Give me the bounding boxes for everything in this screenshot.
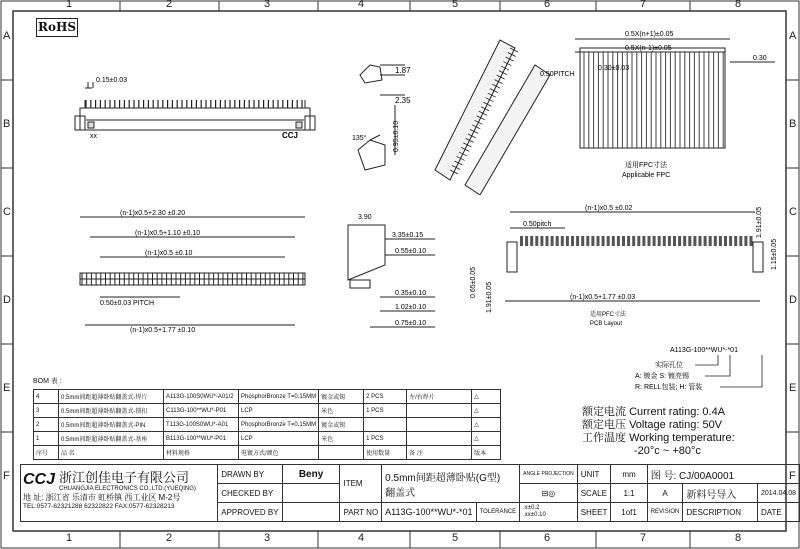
item-desc	[382, 465, 520, 503]
zone-row-d: D	[3, 294, 11, 306]
dim-095: 0.95±0.10	[393, 120, 400, 152]
marker-xx: xx	[90, 133, 97, 140]
bom-header-spec: 材料规格	[164, 446, 239, 460]
zone-row-d-right: D	[789, 294, 797, 306]
tolerance-1: .x±0.2	[523, 505, 540, 511]
company-tel: TEL:0577-62321288 62322822 FAX:0577-62328213	[23, 503, 175, 510]
zone-row-c: C	[3, 206, 11, 218]
side-dim-102: 1.02±0.10	[395, 304, 427, 311]
pcb-pad	[734, 236, 737, 246]
pcb-pad	[683, 236, 686, 246]
bom-cell-note	[407, 404, 472, 418]
scale-label: SCALE	[577, 484, 611, 503]
description-label: DESCRIPTION	[683, 503, 758, 522]
bom-cell-no: 1	[34, 432, 59, 446]
bom-cell-qty	[364, 418, 407, 432]
side-dim-075: 0.75±0.10	[395, 320, 427, 327]
pcb-pad	[571, 236, 574, 246]
pcb-pad	[627, 236, 630, 246]
company-en: CHUANGJIA ELECTRONICS CO.,LTD.(YUEQING)	[59, 486, 196, 492]
front-dim-a: (n-1)x0.5+2.30 ±0.20	[120, 210, 186, 217]
bom-row	[34, 390, 501, 404]
side-dim-335: 3.35±0.15	[392, 232, 424, 239]
pcb-pad	[648, 236, 651, 246]
revision-date: 2014.04.08	[757, 484, 799, 503]
checked-by-name	[282, 484, 340, 503]
pcb-pad	[525, 236, 528, 246]
bom-cell-no: 2	[34, 418, 59, 432]
zone-col-3-bottom: 3	[264, 532, 271, 544]
front-dim-pitch: 0.50±0.03 PITCH	[100, 300, 155, 307]
pcb-dim-pitch: 0.50pitch	[523, 221, 552, 228]
zone-col-5: 5	[452, 0, 459, 10]
tolerance-2: .xx±0.10	[523, 512, 546, 518]
side-dim-390: 3.90	[358, 214, 372, 221]
zone-row-e: E	[3, 382, 11, 394]
marker-ccj: CCJ	[282, 131, 299, 140]
tolerance-label: TOLERANCE	[476, 503, 520, 522]
bom-cell-qty: 1 PCS	[364, 432, 407, 446]
rating-temp-range: -20°c ~ +80°c	[634, 445, 701, 457]
bom-row	[34, 432, 501, 446]
pcb-pad	[739, 236, 742, 246]
pcb-dim-top: (n-1)x0.5 ±0.02	[585, 205, 633, 212]
bom-cell-name: 0.5mm间距超薄卧贴翻盖式-基座	[59, 432, 164, 446]
zone-col-8: 8	[735, 0, 742, 10]
pcb-pad	[653, 236, 656, 246]
bom-row	[34, 418, 501, 432]
fpc-label-cn: 适用FPC寸法	[625, 162, 667, 169]
iso-connector-view	[420, 20, 560, 195]
pcb-pad	[561, 236, 564, 246]
approved-by-label: APPROVED BY	[218, 503, 282, 522]
bom-cell-qty: 2 PCS	[364, 390, 407, 404]
pcb-pad	[673, 236, 676, 246]
pcb-pad	[642, 236, 645, 246]
angle-135: 135°	[352, 135, 367, 142]
sheet-label: SHEET	[577, 503, 611, 522]
zone-col-1-bottom: 1	[66, 532, 73, 544]
pcb-pad	[704, 236, 707, 246]
company-address: 地 址: 浙江省 乐清市 虹桥镇 西工业区 M-2号	[23, 493, 181, 502]
bom-rev-triangle-icon: △	[472, 390, 501, 404]
bom-rev-triangle-icon: △	[472, 432, 501, 446]
bom-cell-material: LCP	[239, 404, 319, 418]
dim-187: 1.87	[395, 66, 411, 75]
pcb-pad	[520, 236, 523, 246]
pcb-layout-drawing	[465, 198, 785, 338]
top-view-drawing	[60, 60, 320, 150]
zone-col-1: 1	[66, 0, 73, 10]
pcb-pad	[612, 236, 615, 246]
bom-cell-qty: 1 PCS	[364, 404, 407, 418]
legend-code: A113G-100**WU*-*01	[670, 347, 738, 354]
revision-label: REVISION	[647, 503, 683, 522]
zone-row-c-right: C	[789, 206, 797, 218]
pcb-pad	[597, 236, 600, 246]
pcb-pad	[750, 236, 753, 246]
bom-header-rev: 版本	[472, 446, 501, 460]
angle-projection: ANGLE PROJECTION	[520, 465, 578, 484]
front-dim-d: (n-1)x0.5+1.77 ±0.10	[130, 327, 196, 334]
bom-cell-finish: 米色	[319, 404, 364, 418]
pcb-label-en: PCB Layout	[590, 321, 623, 327]
bom-cell-name: 0.5mm间距超薄卧贴翻盖式-PIN	[59, 418, 164, 432]
bom-cell-note	[407, 432, 472, 446]
fpc-label-en: Applicable FPC	[622, 172, 671, 179]
pcb-pad	[576, 236, 579, 246]
rating-current-en: Current rating: 0.4A	[629, 406, 726, 418]
zone-col-5-bottom: 5	[452, 532, 459, 544]
dim-pitch-015: 0.15±0.03	[96, 77, 128, 84]
side-profile-small	[350, 55, 420, 195]
pcb-pad	[546, 236, 549, 246]
zone-row-f-right: F	[789, 470, 796, 482]
zone-col-2: 2	[166, 0, 173, 10]
new-part-desc: 新料号导入	[683, 484, 758, 503]
bom-table	[33, 389, 501, 460]
item-desc-2: 翻盖式	[385, 487, 416, 499]
bom-cell-name: 0.5mm间距超薄卧贴翻盖式-焊片	[59, 390, 164, 404]
zone-col-2-bottom: 2	[166, 532, 173, 544]
pcb-dim-191-right: 1.91±0.05	[756, 206, 763, 238]
revision-mark: A	[647, 484, 683, 503]
bom-rev-triangle-icon: △	[472, 404, 501, 418]
tolerance-values	[520, 503, 578, 522]
zone-row-e-right: E	[789, 382, 797, 394]
rating-block	[582, 406, 735, 458]
bom-cell-finish: 米色	[319, 432, 364, 446]
pcb-pad	[581, 236, 584, 246]
bom-header-no: 序号	[34, 446, 59, 460]
bom-cell-no: 4	[34, 390, 59, 404]
unit-value: mm	[611, 465, 647, 484]
projection-symbol: ⊟◎	[520, 484, 578, 503]
pcb-pad	[719, 236, 722, 246]
side-view-drawing	[340, 205, 450, 340]
bom-header-row	[34, 446, 501, 460]
front-dim-b: (n-1)x0.5+1.10 ±0.10	[135, 230, 201, 237]
zone-col-6: 6	[544, 0, 551, 10]
pcb-dim-115: 1.15±0.05	[771, 238, 778, 270]
pcb-pad	[617, 236, 620, 246]
zone-col-8-bottom: 8	[735, 532, 742, 544]
zone-col-7-bottom: 7	[640, 532, 647, 544]
item-label: ITEM	[340, 465, 382, 503]
fpc-dim-030a: 0.30	[753, 55, 767, 62]
approved-by-name	[282, 503, 340, 522]
bom-header-material: 电镀方式/颜色	[239, 446, 319, 460]
pcb-pad	[699, 236, 702, 246]
item-desc-1: 0.5mm间距超薄卧贴(G型)	[385, 472, 501, 484]
date-label: DATE	[757, 503, 799, 522]
zone-row-f: F	[3, 470, 10, 482]
bom-cell-finish: 镀金或锡	[319, 418, 364, 432]
pcb-pad	[551, 236, 554, 246]
bom-rev-triangle-icon: △	[472, 418, 501, 432]
bom-cell-spec: B113G-100**WU*-P01	[164, 432, 239, 446]
bom-title: BOM 表 :	[33, 378, 62, 385]
pcb-pad	[724, 236, 727, 246]
fpc-dim-nm1: 0.5X(n-1)±0.05	[625, 45, 672, 52]
fpc-dim-pitch: 0.50PITCH	[540, 71, 575, 78]
dim-235: 2.35	[395, 96, 411, 105]
ccj-logo: CCJ	[23, 470, 56, 488]
bom-cell-spec: A113G-100S0WU*-A01/2	[164, 390, 239, 404]
bom-row	[34, 404, 501, 418]
pcb-pad	[678, 236, 681, 246]
pcb-pad	[693, 236, 696, 246]
pcb-pad	[632, 236, 635, 246]
zone-row-a: A	[3, 30, 11, 42]
checked-by-label: CHECKED BY	[218, 484, 282, 503]
side-dim-035: 0.35±0.10	[395, 290, 427, 297]
company-cell	[21, 465, 218, 522]
pcb-dim-191-left: 1.91±0.05	[486, 281, 493, 313]
side-dim-055: 0.55±0.10	[395, 248, 427, 255]
fpc-drawing	[540, 22, 785, 197]
bom-header-note: 备 注	[407, 446, 472, 460]
fpc-dim-n1: 0.5X(n+1)±0.05	[625, 31, 674, 38]
zone-row-b: B	[3, 118, 11, 130]
legend-position-note: 实际孔位	[655, 362, 683, 369]
scale-value: 1:1	[611, 484, 647, 503]
pcb-pad	[658, 236, 661, 246]
bom-cell-no: 3	[34, 404, 59, 418]
bom-header-qty: 使用数量	[364, 446, 407, 460]
bom-cell-material: PhosphorBronze T=0.15MM	[239, 390, 319, 404]
legend-plating: A: 镀金 S: 镀亮锡	[635, 373, 690, 380]
pcb-pad	[530, 236, 533, 246]
company-cn: 浙江创佳电子有限公司	[59, 470, 190, 485]
rating-temp-cn: 工作温度	[582, 432, 626, 444]
pcb-pad	[586, 236, 589, 246]
bom-cell-spec: C113G-100**WU*-P01	[164, 404, 239, 418]
bom-cell-note	[407, 418, 472, 432]
pcb-pad	[602, 236, 605, 246]
bom-cell-finish: 镀金或锡	[319, 390, 364, 404]
rating-current-cn: 额定电流	[582, 406, 626, 418]
pcb-pad	[607, 236, 610, 246]
pcb-pad	[709, 236, 712, 246]
pcb-pad	[744, 236, 747, 246]
pcb-pad	[566, 236, 569, 246]
zone-col-4: 4	[358, 0, 365, 10]
rating-voltage-en: Voltage rating: 50V	[629, 419, 723, 431]
drawn-by-name: Beny	[282, 465, 340, 484]
zone-col-6-bottom: 6	[544, 532, 551, 544]
pcb-pad	[540, 236, 543, 246]
zone-row-a-right: A	[789, 30, 797, 42]
rohs-badge: RoHS	[36, 18, 78, 37]
pcb-pad	[714, 236, 717, 246]
drawing-no: 图 号: CJ/00A0001	[647, 465, 799, 484]
bom-header-name: 品 名	[59, 446, 164, 460]
pcb-pad	[729, 236, 732, 246]
part-no-label: PART NO	[340, 503, 382, 522]
pcb-pad	[668, 236, 671, 246]
bom-cell-note: 左/右焊片	[407, 390, 472, 404]
pcb-label-cn: 适用PFC寸法	[590, 312, 627, 318]
pcb-pad	[637, 236, 640, 246]
rating-voltage-cn: 额定电压	[582, 419, 626, 431]
sheet-value: 1of1	[611, 503, 647, 522]
part-code-legend	[630, 340, 790, 400]
zone-row-b-right: B	[789, 118, 797, 130]
part-no-value: A113G-100**WU*-*01	[382, 503, 476, 522]
fpc-dim-030b: 0.30±0.03	[598, 65, 630, 72]
zone-col-7: 7	[640, 0, 647, 10]
zone-col-3: 3	[264, 0, 271, 10]
title-block	[20, 464, 800, 522]
pcb-dim-065: 0.65±0.05	[470, 266, 477, 298]
pcb-pad	[591, 236, 594, 246]
pcb-pad	[622, 236, 625, 246]
pcb-dim-bottom: (n-1)x0.5+1.77 ±0.03	[570, 294, 636, 301]
rating-temp-en: Working temperature:	[629, 432, 735, 444]
front-view-drawing	[60, 205, 320, 340]
bom-cell-name: 0.5mm间距超薄卧贴翻盖式-锁扣	[59, 404, 164, 418]
legend-package: R: RELL包装; H: 管装	[635, 384, 703, 391]
bom-cell-material: LCP	[239, 432, 319, 446]
bom-header-finish	[319, 446, 364, 460]
bom-cell-material: PhosphorBronze T=0.15MM	[239, 418, 319, 432]
pcb-pad	[535, 236, 538, 246]
drawn-by-label: DRAWN BY	[218, 465, 282, 484]
pcb-pad	[556, 236, 559, 246]
zone-col-4-bottom: 4	[358, 532, 365, 544]
bom-cell-spec: T113G-100S0WU*-A01	[164, 418, 239, 432]
unit-label: UNIT	[577, 465, 611, 484]
pcb-pad	[663, 236, 666, 246]
pcb-pad	[688, 236, 691, 246]
front-dim-c: (n-1)x0.5 ±0.10	[145, 250, 193, 257]
